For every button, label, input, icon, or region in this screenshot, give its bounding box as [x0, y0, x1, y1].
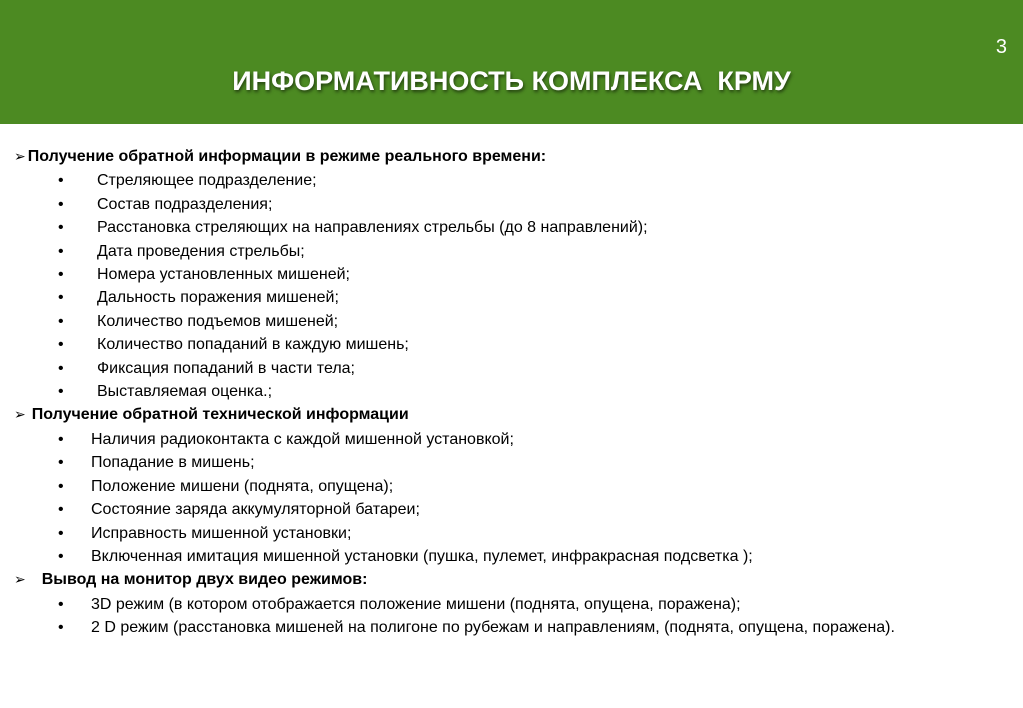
list-item-text: Наличия радиоконтакта с каждой мишенной установкой; — [91, 430, 514, 448]
technical-info-list — [14, 428, 980, 568]
bullet-icon: • — [58, 195, 64, 213]
video-modes-list — [14, 593, 980, 640]
bullet-icon: • — [58, 547, 64, 565]
list-item — [14, 286, 980, 309]
list-item — [14, 240, 980, 263]
slide-number: 3 — [995, 36, 1007, 58]
bullet-icon: • — [58, 619, 64, 637]
bullet-icon: • — [58, 501, 64, 519]
list-item — [14, 475, 980, 498]
list-item — [14, 357, 980, 380]
list-item-text: Дата проведения стрельбы; — [97, 242, 305, 260]
bullet-icon: • — [58, 336, 64, 354]
bullet-icon: • — [58, 172, 64, 190]
list-item-text: Состав подразделения; — [97, 195, 273, 213]
list-item-text: Фиксация попаданий в части тела; — [97, 359, 355, 377]
list-item — [14, 498, 980, 521]
arrow-bullet-icon: ➢ — [14, 149, 26, 165]
slide-title: ИНФОРМАТИВНОСТЬ КОМПЛЕКСА КРМУ — [232, 66, 791, 96]
bullet-icon: • — [58, 266, 64, 284]
list-item — [14, 522, 980, 545]
slide-content — [14, 145, 980, 640]
list-item — [14, 451, 980, 474]
list-item-text: 2 D режим (расстановка мишеней на полигоне по рубежам и направлениям, (поднята, опущена, поражена). — [91, 619, 895, 637]
list-item-text: Попадание в мишень; — [91, 454, 255, 472]
list-item-text: Стреляющее подразделение; — [97, 172, 317, 190]
bullet-icon: • — [58, 312, 64, 330]
list-item — [14, 380, 980, 403]
bullet-icon: • — [58, 430, 64, 448]
bullet-icon: • — [58, 219, 64, 237]
list-item — [14, 310, 980, 333]
list-item — [14, 616, 980, 639]
bullet-icon: • — [58, 289, 64, 307]
bullet-icon: • — [58, 477, 64, 495]
list-item — [14, 193, 980, 216]
list-item — [14, 333, 980, 356]
bullet-icon: • — [58, 524, 64, 542]
list-item-text: Состояние заряда аккумуляторной батареи; — [91, 501, 420, 519]
bullet-icon: • — [58, 595, 64, 613]
list-item-text: Положение мишени (поднята, опущена); — [91, 477, 394, 495]
list-item — [14, 593, 980, 616]
bullet-icon: • — [58, 454, 64, 472]
realtime-info-list — [14, 169, 980, 403]
section-heading-text: Вывод на монитор двух видео режимов: — [41, 571, 368, 589]
section-heading-realtime-info — [14, 145, 980, 169]
list-item-text: Количество подъемов мишеней; — [97, 312, 339, 330]
bullet-icon: • — [58, 242, 64, 260]
list-item — [14, 545, 980, 568]
slide-header — [0, 0, 1023, 124]
list-item-text: Расстановка стреляющих на направлениях стрельбы (до 8 направлений); — [97, 219, 648, 237]
section-heading-text: Получение обратной технической информации — [31, 406, 409, 424]
section-heading-text: Получение обратной информации в режиме реального времени: — [27, 148, 547, 165]
list-item-text: Количество попаданий в каждую мишень; — [97, 336, 409, 354]
list-item — [14, 263, 980, 286]
list-item — [14, 169, 980, 192]
arrow-bullet-icon: ➢ — [14, 407, 26, 424]
list-item — [14, 216, 980, 239]
arrow-bullet-icon: ➢ — [14, 572, 26, 589]
section-heading-video-modes — [14, 568, 980, 592]
list-item-text: Исправность мишенной установки; — [91, 524, 352, 542]
list-item-text: Дальность поражения мишеней; — [97, 289, 339, 307]
list-item-text: Включенная имитация мишенной установки (пушка, пулемет, инфракрасная подсветка ); — [91, 547, 753, 565]
section-heading-technical-info — [14, 403, 980, 427]
list-item-text: Выставляемая оценка.; — [97, 383, 273, 401]
bullet-icon: • — [58, 359, 64, 377]
list-item — [14, 428, 980, 451]
list-item-text: 3D режим (в котором отображается положение мишени (поднята, опущена, поражена); — [91, 595, 741, 613]
bullet-icon: • — [58, 383, 64, 401]
list-item-text: Номера установленных мишеней; — [97, 266, 350, 284]
